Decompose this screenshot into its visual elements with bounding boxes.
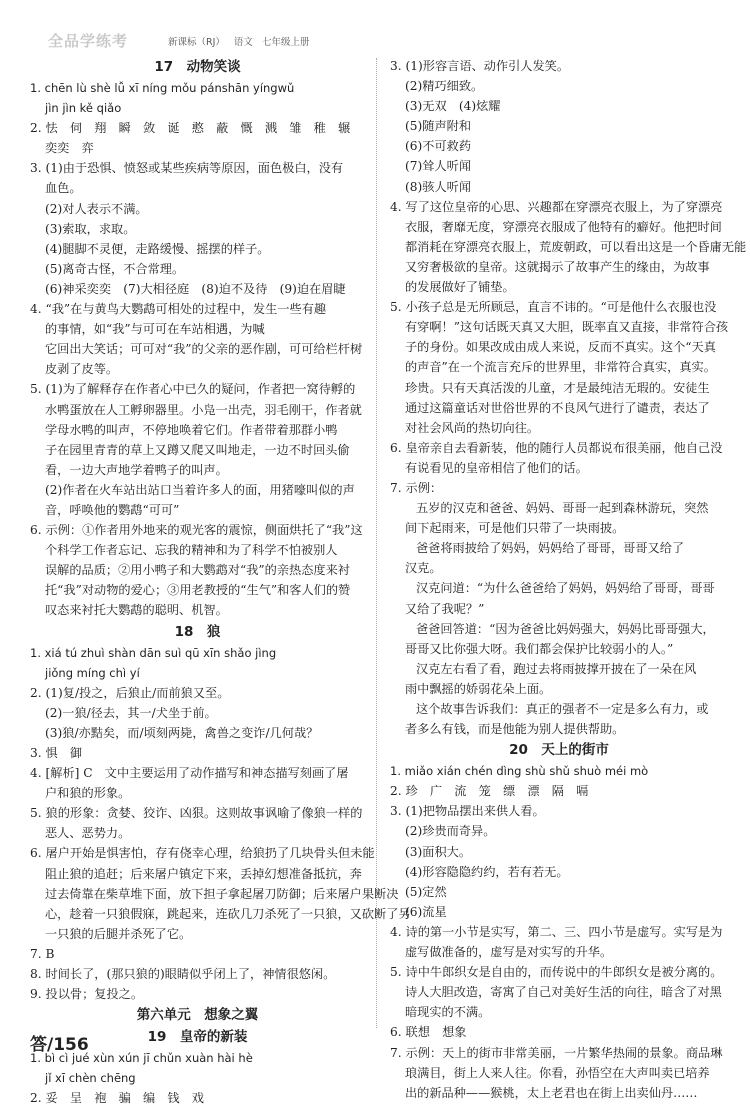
answer-line: 3. 惧 御 bbox=[30, 746, 83, 760]
answer-line: 8. 时间长了，(那只狼的)眼睛似乎闭上了，神情很悠闲。 bbox=[30, 967, 336, 982]
answer-line: 7. 示例：天上的街市非常美丽，一片繁华热闹的景象。商品琳 bbox=[390, 1045, 723, 1060]
answer-line: 托“我”对动物的爱心；③用老教授的“生气”和客人们的赞 bbox=[45, 583, 351, 598]
answer-line: 5. (1)为了解释存在作者心中已久的疑问，作者把一窝待孵的 bbox=[30, 382, 356, 397]
answer-line: 诗人大胆改造，寄寓了自己对美好生活的向往，暗含了对黑 bbox=[405, 985, 722, 1000]
answer-line: 都消耗在穿漂亮衣服上，荒废朝政，可以看出这是一个昏庸无能 bbox=[405, 239, 747, 254]
answer-line: 虚写做准备的，虚写是对实写的升华。 bbox=[405, 945, 613, 960]
answer-line: 1. miǎo xián chén dìng shù shǔ shuò méi mò bbox=[390, 764, 649, 779]
answer-line: 1. xiá tú zhuì shàn dān suì qū xīn shǎo jìng bbox=[30, 645, 277, 660]
answer-line: jìn jìn kě qiǎo bbox=[45, 101, 122, 116]
answer-line: 出的新品种——猴桃，太上老君也在街上出卖仙丹…… bbox=[405, 1085, 698, 1100]
answer-line: (3)狼/亦黠矣，而/顷刻两毙，禽兽之变诈/几何哉？ bbox=[45, 725, 319, 740]
answer-line: (4)腿脚不灵便，走路缓慢、摇摆的样子。 bbox=[45, 241, 270, 256]
answer-line: 恶人、恶势力。 bbox=[45, 826, 131, 841]
answer-line: 4. 诗的第一小节是实写，第二、三、四小节是虚写。实写是为 bbox=[390, 924, 723, 939]
answer-line: 琅满目，街上人来人往。你看，孙悟空在大声叫卖已培养 bbox=[405, 1065, 710, 1080]
answer-line: 看，一边大声地学着鸭子的叫声。 bbox=[45, 462, 228, 477]
answer-line: 个科学工作者忘记、忘我的精神和为了科学不怕被别人 bbox=[45, 543, 338, 558]
answer-line: 4. 写了这位皇帝的心思、兴趣都在穿漂亮衣服上，为了穿漂亮 bbox=[390, 199, 723, 214]
answer-line: (2)珍贵而奇异。 bbox=[405, 824, 496, 839]
answer-line: 衣服，奢靡无度，穿漂亮衣服成了他特有的癖好。他把时间 bbox=[405, 219, 722, 234]
answer-line: 6. 屠户开始是惧害怕，存有侥幸心理，给狼扔了几块骨头但未能 bbox=[30, 846, 375, 861]
answer-line: 1. chēn lù shè lǚ xī níng mǒu pánshān yíngwǔ bbox=[30, 81, 295, 95]
answer-line: 子的身份。如果改成由成人来说，反而不真实。这个“天真 bbox=[405, 340, 716, 355]
answer-line: (3)无双 (4)炫耀 bbox=[405, 99, 501, 114]
answer-line: 叹态来衬托大鹦鹉的聪明、机智。 bbox=[45, 603, 228, 618]
answer-line: 又给了我呢？” bbox=[405, 601, 485, 616]
answer-line: 1. bì cì jué xùn xún jī chǔn xuàn hài hè bbox=[30, 1051, 253, 1066]
answer-line: 珍贵。只有天真活泼的儿童，才是最纯洁无瑕的。安徒生 bbox=[405, 380, 710, 395]
answer-line: 爸爸将雨披给了妈妈，妈妈给了哥哥，哥哥又给了 bbox=[416, 541, 685, 556]
answer-line: (2)对人表示不满。 bbox=[45, 201, 148, 216]
answer-line: 5. 小孩子总是无所顾忌，直言不讳的。“可是他什么衣服也没 bbox=[390, 300, 717, 315]
right-column bbox=[390, 56, 747, 1103]
answer-line: 3. (1)形容言语、动作引人发笑。 bbox=[390, 59, 570, 73]
answer-line: 5. 诗中牛郎织女是自由的，而传说中的牛郎织女是被分离的。 bbox=[390, 965, 723, 980]
answer-line: (3)索取，求取。 bbox=[45, 221, 136, 236]
answer-line: 2. 珍 广 流 笼 缥 漂 隔 嗝 bbox=[390, 784, 589, 799]
section-title: 20 天上的街市 bbox=[509, 742, 609, 759]
answer-line: (2)精巧细致。 bbox=[405, 79, 484, 94]
answer-line: 2. 怯 伺 翔 瞬 敛 诞 憨 蔽 慨 溅 雏 稚 辗 bbox=[30, 121, 351, 136]
section-title: 第六单元 想象之翼 bbox=[136, 1007, 259, 1024]
answer-line: 有穿啊！”这句话既天真又大胆，既率直又直接，非常符合孩 bbox=[405, 320, 729, 335]
answer-line: 通过这篇童话对世俗世界的不良风气进行了谴责，表达了 bbox=[405, 400, 710, 415]
answer-line: (8)骇人听闻 bbox=[405, 179, 472, 194]
answer-line: 2. (1)复/投之，后狼止/而前狼又至。 bbox=[30, 685, 230, 700]
answer-line: 9. 投以骨；复投之。 bbox=[30, 987, 144, 1002]
answer-line: 3. (1)由于恐惧、愤怒或某些疾病等原因，面色极白，没有 bbox=[30, 161, 344, 176]
brand-logo: 全品学练考 bbox=[48, 32, 129, 50]
header-info: 新课标（RJ） 语文 七年级上册 bbox=[168, 37, 310, 48]
answer-line: 它回出大笑话；可可对“我”的父亲的恶作剧，可可给栏杆树 bbox=[45, 342, 363, 357]
answer-line: 的发展做好了铺垫。 bbox=[405, 280, 515, 295]
left-column bbox=[30, 56, 411, 1109]
answer-line: (3)面积大。 bbox=[405, 844, 472, 859]
answer-line: 对社会风尚的热切向往。 bbox=[405, 420, 540, 435]
answer-line: 血色。 bbox=[45, 181, 82, 196]
answer-line: 奕奕 弈 bbox=[45, 141, 94, 156]
answer-line: 汉克左右看了看，跑过去将雨披撑开披在了一朵在风 bbox=[416, 661, 697, 676]
answer-line: (4)形容隐隐约约，若有若无。 bbox=[405, 864, 569, 879]
answer-line: 爸爸回答道：“因为爸爸比妈妈强大，妈妈比哥哥强大， bbox=[416, 621, 715, 636]
section-title: 19 皇帝的新装 bbox=[147, 1029, 248, 1046]
answer-line: (6)流星 bbox=[405, 904, 447, 919]
answer-line: 间下起雨来，可是他们只带了一块雨披。 bbox=[405, 521, 625, 536]
answer-line: 这个故事告诉我们：真正的强者不一定是多么有力，或 bbox=[416, 702, 709, 716]
answer-line: 7. 示例： bbox=[390, 480, 443, 495]
answer-line: 6. 示例：①作者用外地来的观光客的震惊，侧面烘托了“我”这 bbox=[30, 523, 363, 538]
answer-line: 皮剥了皮等。 bbox=[45, 362, 119, 377]
answer-line: 又穷奢极欲的皇帝。这就揭示了故事产生的缘由，为故事 bbox=[405, 259, 710, 274]
answer-line: (5)随声附和 bbox=[405, 119, 472, 134]
answer-line: 者多么有钱，而是他能为别人提供帮助。 bbox=[405, 722, 625, 737]
answer-line: 阻止狼的追赶；后来屠户镇定下来，丢掉幻想准备抵抗，奔 bbox=[45, 866, 362, 881]
answer-line: 5. 狼的形象：贪婪、狡诈、凶狠。这则故事讽喻了像狼一样的 bbox=[30, 806, 363, 821]
answer-line: 的声音”在一个流言充斥的世界里，非常符合真实，真实。 bbox=[405, 360, 716, 375]
answer-line: (6)神采奕奕 (7)大相径庭 (8)迫不及待 (9)迫在眉睫 bbox=[45, 281, 346, 296]
answer-line: 音，呼唤他的鹦鹉“可可” bbox=[45, 502, 180, 517]
answer-line: 户和狼的形象。 bbox=[45, 786, 131, 801]
answer-line: 3. (1)把物品摆出来供人看。 bbox=[390, 804, 545, 819]
page-header bbox=[28, 28, 728, 50]
answer-line: 暗现实的不满。 bbox=[405, 1005, 491, 1020]
section-title: 18 狼 bbox=[174, 623, 221, 640]
answer-line: jiǒng míng chì yí bbox=[45, 665, 140, 680]
section-title: 17 动物笑谈 bbox=[154, 59, 241, 75]
answer-line: 心，趁着一只狼假寐，跳起来，连砍几刀杀死了一只狼，又砍断了另 bbox=[45, 906, 411, 921]
answer-line: 一只狼的后腿并杀死了它。 bbox=[45, 926, 192, 941]
answer-line: 2. 妥 呈 袍 骗 编 钱 戏 bbox=[30, 1091, 204, 1106]
answer-line: (5)定然 bbox=[405, 884, 447, 899]
answer-line: 雨中飘摇的娇弱花朵上面。 bbox=[405, 681, 552, 696]
answer-line: (2)一狼/径去，其一/犬坐于前。 bbox=[45, 705, 217, 720]
answer-line: 4. “我”在与黄鸟大鹦鹉可相处的过程中，发生一些有趣 bbox=[30, 302, 327, 317]
answer-line: (7)耸人听闻 bbox=[405, 159, 472, 174]
answer-line: 汉克。 bbox=[405, 561, 442, 576]
answer-line: 6. 联想 想象 bbox=[390, 1025, 467, 1040]
answer-line: 4. [解析] C 文中主要运用了动作描写和神态描写刻画了屠 bbox=[30, 766, 349, 781]
answer-line: 水鸭蛋放在人工孵卵器里。小凫一出壳，羽毛刚干，作者就 bbox=[45, 402, 362, 417]
answer-line: 五岁的汉克和爸爸、妈妈、哥哥一起到森林游玩，突然 bbox=[416, 501, 709, 516]
answer-line: 哥哥又比你强大呀。我们都会保护比较弱小的人。” bbox=[405, 641, 674, 656]
answer-line: 的事情，如“我”与可可在车站相遇，为喊 bbox=[45, 322, 265, 337]
answer-line: 有说看见的皇帝相信了他们的话。 bbox=[405, 460, 588, 475]
answer-line: jǐ xī chèn chēng bbox=[45, 1071, 136, 1086]
answer-line: 学母水鸭的叫声，不停地唤着它们。作者带着那群小鸭 bbox=[45, 422, 338, 437]
answer-line: (6)不可救药 bbox=[405, 139, 472, 154]
page-number: 答/156 bbox=[30, 1035, 89, 1055]
answer-line: 过去倚靠在柴草堆下面，放下担子拿起屠刀防御；后来屠户果断决 bbox=[45, 886, 399, 901]
answer-line: 汉克问道：“为什么爸爸给了妈妈，妈妈给了哥哥，哥哥 bbox=[416, 581, 715, 596]
answer-line: (5)离奇古怪，不合常理。 bbox=[45, 261, 185, 276]
answer-line: 子在园里青青的草上又蹲又爬又叫地走，一边不时回头偷 bbox=[45, 442, 350, 457]
answer-line: (2)作者在火车站出站口当着许多人的面，用猪嚎叫似的声 bbox=[45, 482, 355, 497]
answer-line: 误解的品质；②用小鸭子和大鹦鹉对“我”的亲热态度来衬 bbox=[45, 563, 350, 578]
column-divider bbox=[376, 58, 377, 1028]
answer-line: 6. 皇帝亲自去看新装，他的随行人员都说布很美丽，他自己没 bbox=[390, 440, 723, 455]
answer-line: 7. B bbox=[30, 946, 55, 961]
